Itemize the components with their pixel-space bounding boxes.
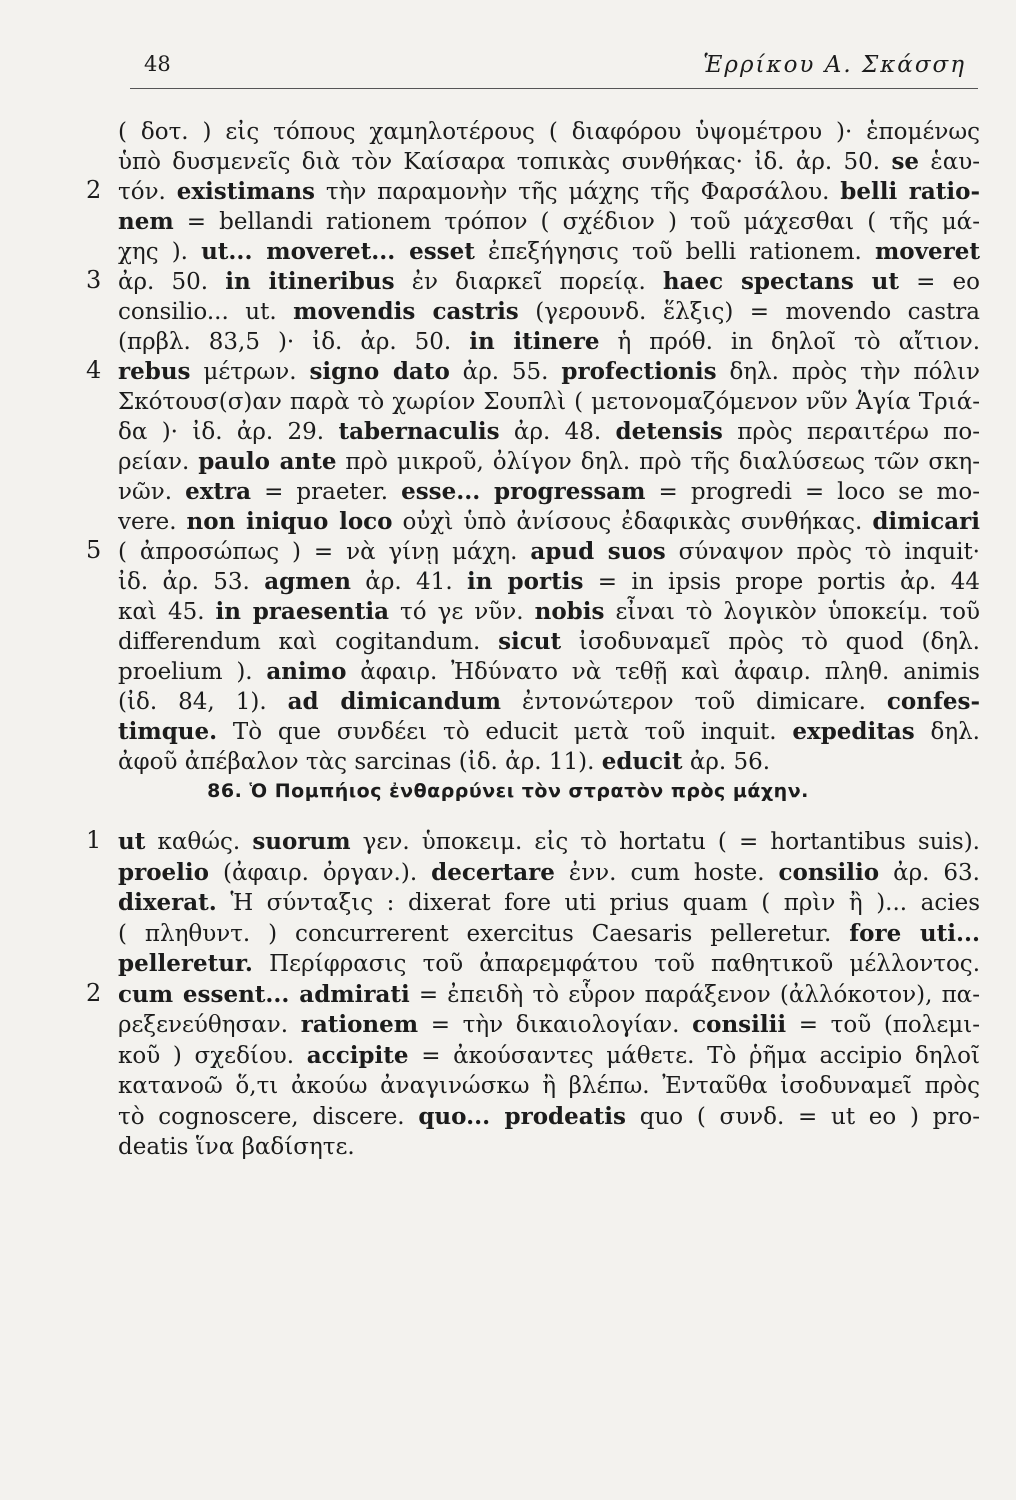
text-line: ἰδ. ἀρ. 53. agmen ἀρ. 41. in portis = in ipsis prope portis ἀρ. 44: [118, 568, 980, 595]
text-line: ἀρ. 50. in itineribus ἐν διαρκεῖ πορείᾳ. haec spectans ut = eo: [118, 268, 980, 295]
line-number: 5: [86, 536, 102, 564]
text-line: Σκότουσ(σ)αν παρὰ τὸ χωρίον Σουπλὶ ( μετονομαζόμενον νῦν Ἁγία Τριά-: [118, 389, 980, 415]
text-line: κατανοῶ ὅ,τι ἀκούω ἀναγινώσκω ἢ βλέπω. Ἐνταῦθα ἰσοδυναμεῖ πρὸς: [118, 1073, 980, 1099]
text-line: ρεξενεύθησαν. rationem = τὴν δικαιολογίαν. consilii = τοῦ (πολεμι-: [118, 1011, 980, 1038]
text-line: ( πληθυντ. ) concurrerent exercitus Caesaris pelleretur. fore uti...: [118, 919, 980, 947]
text-line: (πρβλ. 83,5 )· ἰδ. ἀρ. 50. in itinere ἡ πρόθ. in δηλοῖ τὸ αἴτιον.: [118, 328, 980, 355]
line-number: 3: [86, 266, 102, 294]
text-line: νῶν. extra = praeter. esse... progressam = progredi = loco se mo-: [118, 478, 980, 505]
text-line: ut καθώς. suorum γεν. ὑποκειμ. εἰς τὸ hortatu ( = hortantibus suis).: [118, 828, 980, 855]
text-line: nem = bellandi rationem τρόπον ( σχέδιον ) τοῦ μάχεσθαι ( τῆς μά-: [118, 208, 980, 235]
text-line: timque. Τὸ que συνδέει τὸ educit μετὰ τοῦ inquit. expeditas δηλ.: [118, 718, 980, 745]
text-line: τόν. existimans τὴν παραμονὴν τῆς μάχης τῆς Φαρσάλου. belli ratio-: [118, 178, 980, 205]
text-line: consilio... ut. movendis castris (γερουνδ. ἕλξις) = movendo castra: [118, 298, 980, 325]
text-line: κοῦ ) σχεδίου. accipite = ἀκούσαντες μάθετε. Τὸ ῥῆμα accipio δηλοῖ: [118, 1041, 980, 1069]
text-line: ἀφοῦ ἀπέβαλον τὰς sarcinas (ἰδ. ἀρ. 11). educit ἀρ. 56.: [118, 748, 771, 775]
text-line: δα )· ἰδ. ἀρ. 29. tabernaculis ἀρ. 48. detensis πρὸς περαιτέρω πο-: [118, 418, 980, 445]
text-line: (ἰδ. 84, 1). ad dimicandum ἐντονώτερον τοῦ dimicare. confes-: [118, 688, 980, 715]
text-line: ὑπὸ δυσμενεῖς διὰ τὸν Καίσαρα τοπικὰς συνθήκας· ἰδ. ἀρ. 50. se ἑαυ-: [118, 148, 980, 175]
text-line: cum essent... admirati = ἐπειδὴ τὸ εὗρον παράξενον (ἀλλόκοτον), πα-: [118, 980, 980, 1008]
text-line: vere. non iniquo loco οὐχὶ ὑπὸ ἀνίσους ἐδαφικὰς συνθήκας. dimicari: [118, 508, 980, 535]
line-number: 4: [86, 356, 102, 384]
text-line: rebus μέτρων. signo dato ἀρ. 55. profectionis δηλ. πρὸς τὴν πόλιν: [118, 358, 980, 385]
section-heading: 86. Ὁ Πομπήιος ἐνθαρρύνει τὸν στρατὸν πρὸς μάχην.: [207, 780, 809, 802]
page-header: [130, 52, 976, 88]
text-line: proelium ). animo ἀφαιρ. Ἠδύνατο νὰ τεθῇ καὶ ἀφαιρ. πληθ. animis: [118, 658, 980, 685]
text-line: χης ). ut... moveret... esset ἐπεξήγησις τοῦ belli rationem. moveret: [118, 238, 980, 265]
text-line: differendum καὶ cogitandum. sicut ἰσοδυναμεῖ πρὸς τὸ quod (δηλ.: [118, 628, 980, 655]
text-line: ρείαν. paulo ante πρὸ μικροῦ, ὀλίγον δηλ. πρὸ τῆς διαλύσεως τῶν σκη-: [118, 448, 980, 475]
text-line: proelio (ἀφαιρ. ὀργαν.). decertare ἐνν. cum hoste. consilio ἀρ. 63.: [118, 858, 980, 886]
page-number: 48: [144, 52, 171, 76]
header-rule: [130, 88, 978, 89]
text-line: dixerat. Ἡ σύνταξις : dixerat fore uti prius quam ( πρὶν ἢ )... acies: [118, 889, 980, 916]
text-line: τὸ cognoscere, discere. quo... prodeatis quo ( συνδ. = ut eo ) pro-: [118, 1102, 980, 1130]
line-number: 2: [86, 978, 102, 1007]
text-line: ( ἀπροσώπως ) = νὰ γίνῃ μάχη. apud suos σύναψον πρὸς τὸ inquit·: [118, 538, 980, 565]
line-number: 2: [86, 176, 102, 204]
text-line: ( δοτ. ) εἰς τόπους χαμηλοτέρους ( διαφόρου ὑψομέτρου )· ἑπομένως: [118, 119, 980, 145]
line-number: 1: [86, 826, 102, 854]
text-line: καὶ 45. in praesentia τό γε νῦν. nobis εἶναι τὸ λογικὸν ὑποκείμ. τοῦ: [118, 598, 980, 625]
text-line: pelleretur. Περίφρασις τοῦ ἀπαρεμφάτου τοῦ παθητικοῦ μέλλοντος.: [118, 950, 980, 977]
text-line: deatis ἵνα βαδίσητε.: [118, 1134, 355, 1160]
running-title: Ἑρρίκου Α. Σκάσση: [703, 52, 966, 78]
